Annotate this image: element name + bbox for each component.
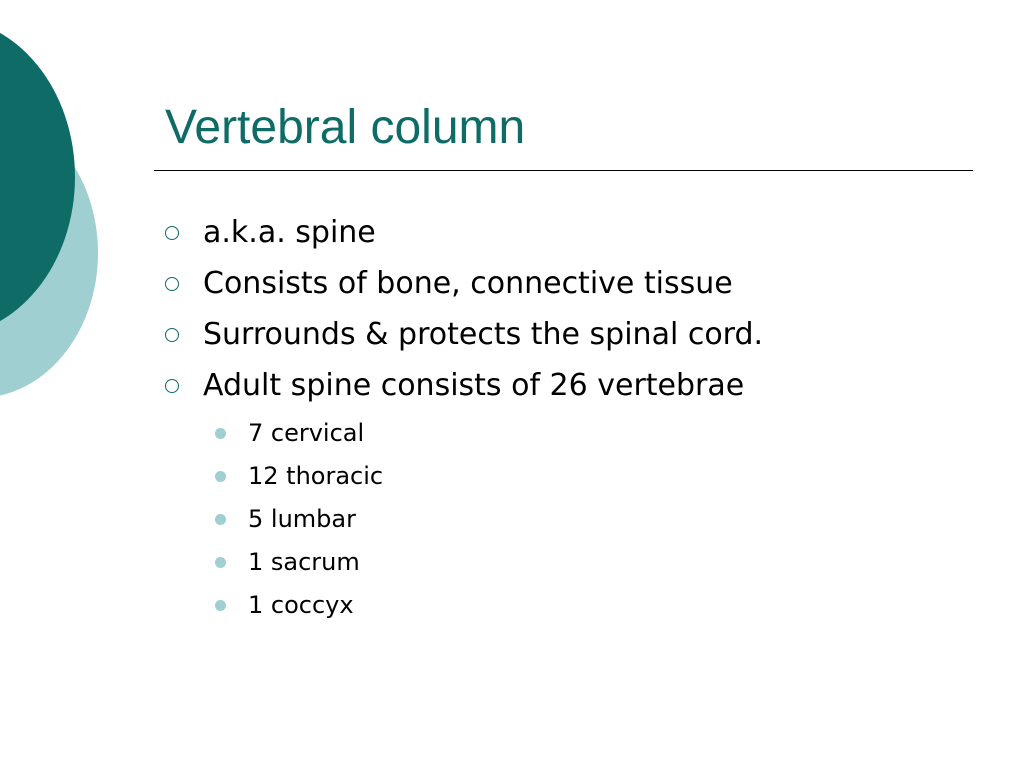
- sub-bullet-text: 5 lumbar: [248, 505, 356, 533]
- filled-dot-bullet-icon: [215, 428, 226, 439]
- hollow-circle-bullet-icon: [165, 226, 179, 240]
- bullet-text: Consists of bone, connective tissue: [203, 266, 733, 301]
- filled-dot-bullet-icon: [215, 471, 226, 482]
- filled-dot-bullet-icon: [215, 514, 226, 525]
- hollow-circle-bullet-icon: [165, 277, 179, 291]
- hollow-circle-bullet-icon: [165, 379, 179, 393]
- title-divider: [154, 170, 973, 171]
- filled-dot-bullet-icon: [215, 600, 226, 611]
- bullet-text: a.k.a. spine: [203, 215, 376, 250]
- sub-bullet-text: 1 coccyx: [248, 591, 354, 619]
- bullet-text: Surrounds & protects the spinal cord.: [203, 317, 764, 352]
- filled-dot-bullet-icon: [215, 557, 226, 568]
- hollow-circle-bullet-icon: [165, 328, 179, 342]
- bullet-text: Adult spine consists of 26 vertebrae: [203, 368, 745, 403]
- sub-bullet-text: 7 cervical: [248, 419, 365, 447]
- slide-title: Vertebral column: [165, 101, 526, 154]
- sub-bullet-text: 12 thoracic: [248, 462, 384, 490]
- sub-bullet-text: 1 sacrum: [248, 548, 360, 576]
